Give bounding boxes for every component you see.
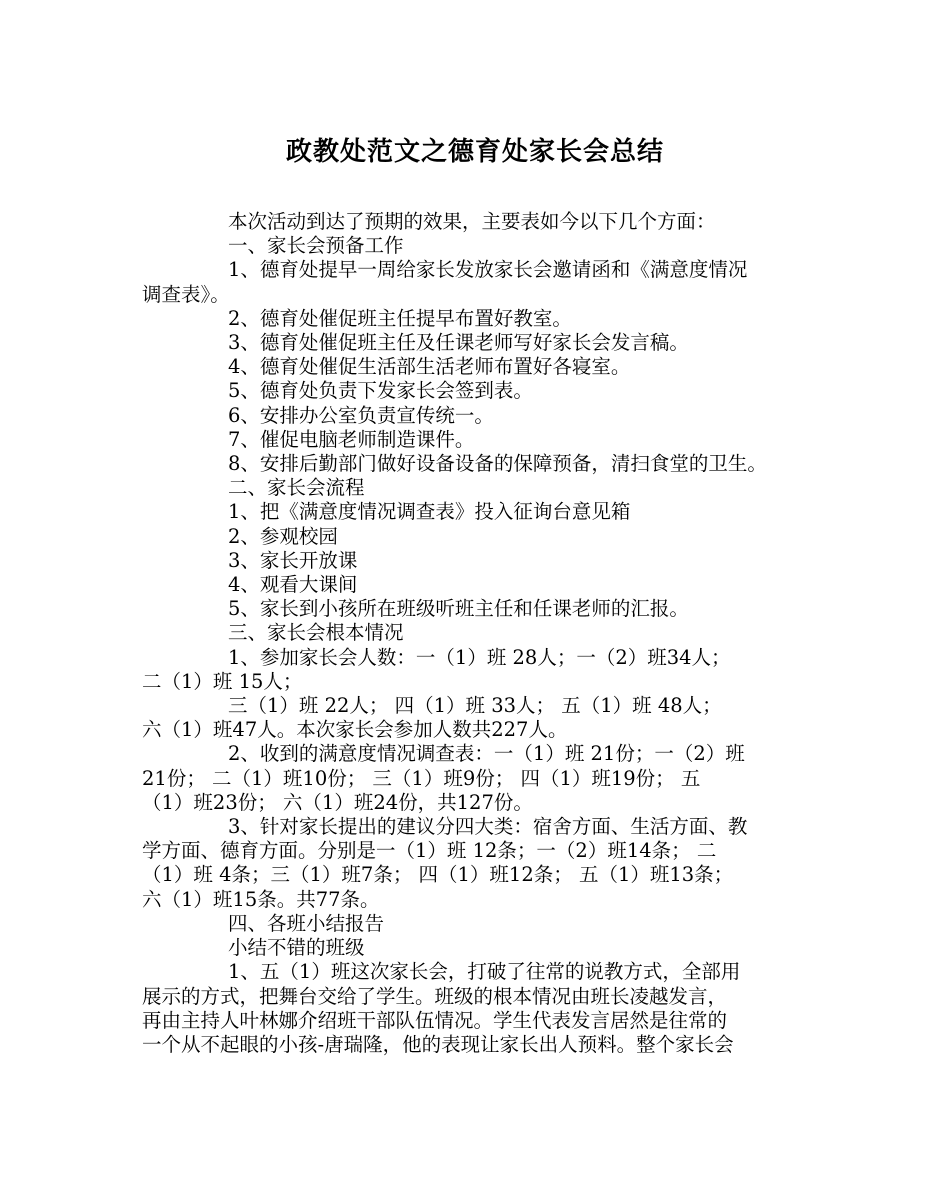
text-line: 1、把《满意度情况调查表》投入征询台意见箱 <box>228 500 631 524</box>
text-line: 四、各班小结报告 <box>228 911 385 935</box>
text-line: （1）班 4条；三（1）班7条； 四（1）班12条； 五（1）班13条； <box>142 863 734 887</box>
text-line: 6、安排办公室负责宣传统一。 <box>228 403 494 427</box>
text-line: 六（1）班15条。共77条。 <box>142 887 380 911</box>
text-line: 展示的方式，把舞台交给了学生。班级的根本情况由班长凌越发言， <box>142 984 728 1008</box>
text-line: （1）班23份； 六（1）班24份，共127份。 <box>142 790 533 814</box>
text-line: 5、家长到小孩所在班级听班主任和任课老师的汇报。 <box>228 597 689 621</box>
text-line: 5、德育处负责下发家长会签到表。 <box>228 379 533 403</box>
text-line: 一、家长会预备工作 <box>228 234 404 258</box>
text-line: 3、家长开放课 <box>228 548 358 572</box>
text-line: 六（1）班47人。本次家长会参加人数共227人。 <box>142 718 568 742</box>
text-line: 1、五（1）班这次家长会，打破了往常的说教方式，全部用 <box>228 960 741 984</box>
text-line: 4、观看大课间 <box>228 573 358 597</box>
text-line: 3、德育处催促班主任及任课老师写好家长会发言稿。 <box>228 331 689 355</box>
text-line: 小结不错的班级 <box>228 936 365 960</box>
text-line: 三、家长会根本情况 <box>228 621 404 645</box>
text-line: 三（1）班 22人； 四（1）班 33人； 五（1）班 48人； <box>228 694 722 718</box>
document-title: 政教处范文之德育处家长会总结 <box>285 137 664 167</box>
text-line: 一个从不起眼的小孩-唐瑞隆，他的表现让家长出人预料。整个家长会 <box>142 1032 734 1056</box>
text-line: 3、针对家长提出的建议分四大类：宿舍方面、生活方面、教 <box>228 815 748 839</box>
text-line: 本次活动到达了预期的效果，主要表如今以下几个方面： <box>228 210 716 233</box>
text-line: 1、德育处提早一周给家长发放家长会邀请函和《满意度情况 <box>228 258 748 282</box>
text-line: 1、参加家长会人数：一（1）班 28人；一（2）班34人； <box>228 645 731 669</box>
text-line: 4、德育处催促生活部生活老师布置好各寝室。 <box>228 355 631 379</box>
text-line: 二、家长会流程 <box>228 476 365 500</box>
document-body <box>142 210 810 1057</box>
text-line: 8、安排后勤部门做好设备设备的保障预备，清扫食堂的卫生。 <box>228 452 767 476</box>
text-line: 21份； 二（1）班10份； 三（1）班9份； 四（1）班19份； 五 <box>142 766 701 790</box>
text-line: 2、参观校园 <box>228 524 338 548</box>
text-line: 再由主持人叶林娜介绍班干部队伍情况。学生代表发言居然是往常的 <box>142 1008 728 1032</box>
text-line: 二（1）班 15人； <box>142 669 303 693</box>
text-line: 调查表》。 <box>142 282 230 306</box>
text-line: 2、德育处催促班主任提早布置好教室。 <box>228 306 572 330</box>
text-line: 学方面、德育方面。分别是一（1）班 12条；一（2）班14条； 二 <box>142 839 717 863</box>
text-line: 2、收到的满意度情况调查表：一（1）班 21份；一（2）班 <box>228 742 745 766</box>
text-line: 7、催促电脑老师制造课件。 <box>228 427 475 451</box>
